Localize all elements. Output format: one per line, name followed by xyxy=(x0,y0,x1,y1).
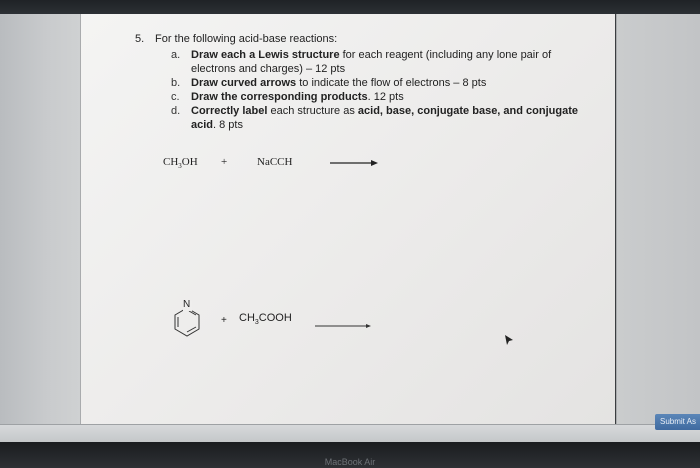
item-a xyxy=(171,48,605,76)
item-c-mark: c. xyxy=(171,91,180,103)
item-d-bold: Correctly label xyxy=(191,105,268,117)
document-page xyxy=(81,14,615,424)
item-a-bold: Draw each a Lewis structure xyxy=(191,49,340,61)
item-b-text: to indicate the flow of electrons – 8 pts xyxy=(296,77,487,89)
reaction-1-arrow-icon xyxy=(330,158,378,170)
item-c-bold: products xyxy=(320,91,368,103)
bottom-bar xyxy=(0,424,700,443)
item-d xyxy=(171,104,605,132)
left-panel xyxy=(0,14,81,424)
item-d-text-1: each structure as xyxy=(267,105,358,117)
top-strip xyxy=(0,0,700,14)
reaction-1-plus: + xyxy=(221,156,228,168)
item-b-bold: Draw curved arrows xyxy=(191,77,297,89)
item-b xyxy=(171,76,605,90)
question-number: 5. xyxy=(135,33,145,45)
reaction-2-plus: + xyxy=(221,315,227,326)
reaction-1-reagent-1: $CH_3OH$ xyxy=(163,156,198,171)
reaction-2-arrow-icon xyxy=(315,316,371,334)
item-a-mark: a. xyxy=(171,49,181,61)
item-b-mark: b. xyxy=(171,77,181,89)
item-d-mark: d. xyxy=(171,105,181,117)
item-c xyxy=(171,90,605,104)
bezel-label: MacBook Air xyxy=(324,457,376,467)
item-c-bold-pre: Draw the corresponding xyxy=(191,91,321,103)
pyridine-nitrogen-label: N xyxy=(183,299,191,310)
question-prompt: For the following acid-base reactions: xyxy=(155,33,338,45)
right-panel xyxy=(616,14,700,424)
item-a-text: for each reagent (including any lone pair of electrons and charges) – 12 pts xyxy=(191,49,552,75)
submit-button[interactable]: Submit As xyxy=(655,414,700,430)
item-d-text-2: . 8 pts xyxy=(213,119,243,131)
question-block xyxy=(135,32,605,132)
reaction-2 xyxy=(169,301,389,341)
mouse-cursor-icon xyxy=(505,332,513,350)
question-items xyxy=(171,48,605,132)
reaction-2-reagent-2: $CH_3COOH$ xyxy=(239,312,292,327)
item-c-text: . 12 pts xyxy=(367,91,404,103)
item-d-bold-2: acid, base, conjugate base, and conjugate acid xyxy=(191,105,578,131)
reaction-1-reagent-2: NaCCH xyxy=(257,156,293,168)
reaction-1 xyxy=(163,156,293,171)
